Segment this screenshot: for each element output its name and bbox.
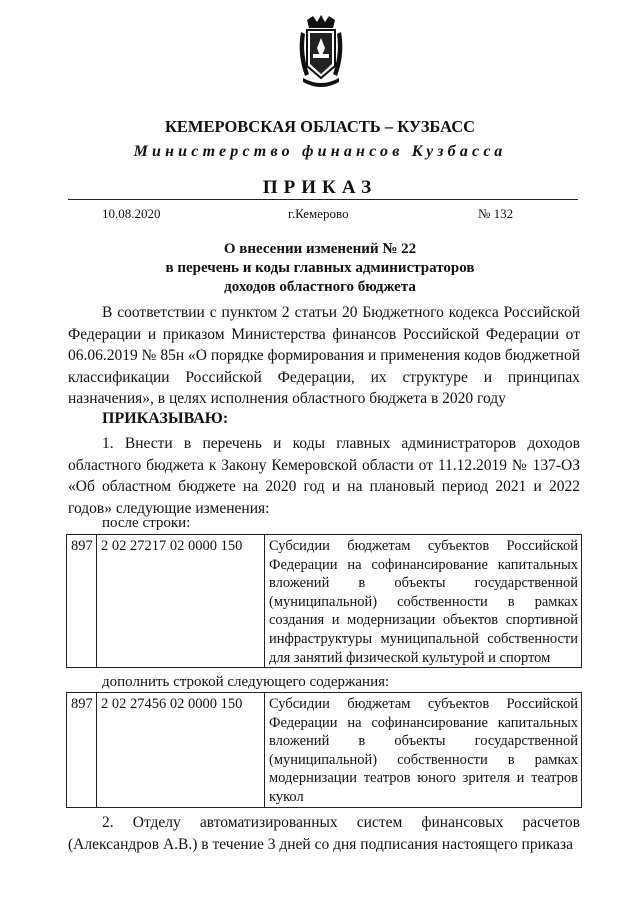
table-row bbox=[67, 693, 582, 808]
order-date: 10.08.2020 bbox=[102, 206, 161, 221]
admin-code-cell: 897 bbox=[67, 535, 97, 668]
order-title-line: доходов областного бюджета bbox=[224, 279, 416, 295]
description-cell: Субсидии бюджетам субъектов Российской Федерации на софинансирование капитальных вложений в объекты государственной (муниципальной) собственности в рамках модернизации театров юного зрителя и театров кукол bbox=[265, 693, 582, 808]
order-city: г.Кемерово bbox=[288, 206, 349, 221]
after-line-label: после строки: bbox=[102, 515, 191, 531]
table-row bbox=[67, 535, 582, 668]
admin-code-cell: 897 bbox=[67, 693, 97, 808]
ministry-name: Министерство финансов Кузбасса bbox=[133, 143, 507, 160]
kbk-code-cell: 2 02 27217 02 0000 150 bbox=[97, 535, 265, 668]
order-directive-heading: ПРИКАЗЫВАЮ: bbox=[102, 410, 229, 427]
coat-of-arms-emblem bbox=[295, 14, 347, 90]
preamble-paragraph: В соответствии с пунктом 2 статьи 20 Бюджетного кодекса Российской Федерации и приказом Министерства финансов Российской Федерации от 06.06.2019 № 85н «О порядке формирования и применения кодов бюджетной классификации Российской Федерации, их структуре и принципах назначения», в целях исполнения областного бюджета в 2020 году bbox=[68, 304, 580, 407]
classification-table-existing bbox=[66, 534, 582, 668]
document-type: ПРИКАЗ bbox=[262, 177, 378, 198]
item-2-paragraph: 2. Отделу автоматизированных систем финансовых расчетов (Александров А.В.) в течение 3 дней со дня подписания настоящего приказа bbox=[68, 814, 580, 853]
order-title-line: О внесении изменений № 22 bbox=[223, 241, 417, 257]
kbk-code-cell: 2 02 27456 02 0000 150 bbox=[97, 693, 265, 808]
region-title: КЕМЕРОВСКАЯ ОБЛАСТЬ – КУЗБАСС bbox=[164, 117, 476, 136]
order-number: № 132 bbox=[478, 206, 514, 221]
item-1-paragraph: 1. Внести в перечень и коды главных администраторов доходов областного бюджета к Закону Кемеровской области от 11.12.2019 № 137-ОЗ «Об областном бюджете на 2020 год и на плановый период 2021 и 2022 годов» следующие изменения: bbox=[68, 435, 580, 517]
classification-table-new bbox=[66, 692, 582, 808]
header-divider bbox=[68, 199, 578, 200]
order-title-line: в перечень и коды главных администраторов bbox=[165, 260, 475, 276]
description-cell: Субсидии бюджетам субъектов Российской Федерации на софинансирование капитальных вложений в объекты государственной (муниципальной) собственности в рамках создания и модернизации объектов спортивной инфраструктуры муниципальной собственности для занятий физической культурой и спортом bbox=[265, 535, 582, 668]
add-line-label: дополнить строкой следующего содержания: bbox=[102, 674, 390, 690]
